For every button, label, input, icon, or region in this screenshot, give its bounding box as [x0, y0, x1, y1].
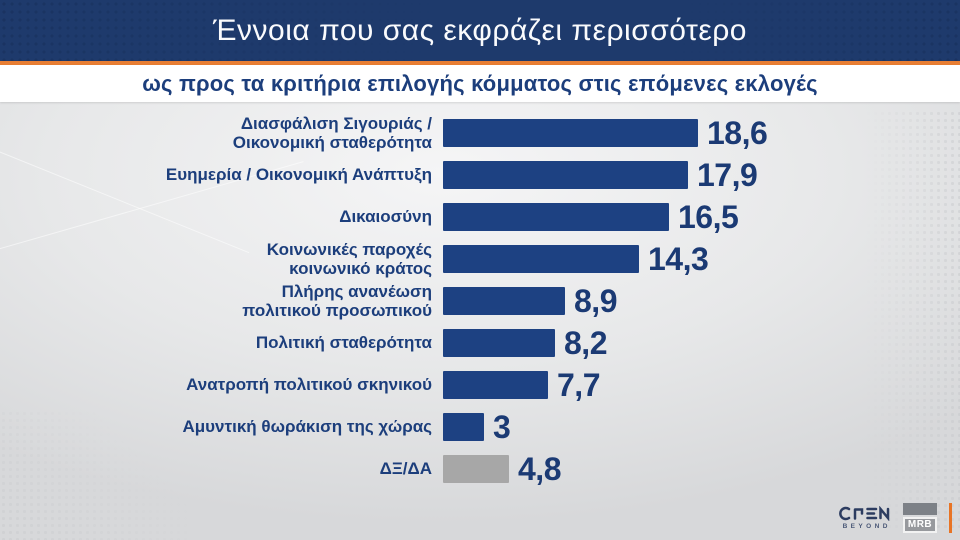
subtitle-strip — [0, 65, 960, 102]
bar — [443, 119, 698, 147]
value-label: 14,3 — [648, 241, 709, 277]
chart-row — [0, 448, 960, 490]
chart-row — [0, 406, 960, 448]
page-title: Έννοια που σας εκφράζει περισσότερο — [213, 13, 747, 47]
mrb-logo-flag — [903, 503, 937, 515]
value-label: 8,2 — [564, 325, 607, 361]
category-label: Αμυντική θωράκιση της χώρας — [182, 417, 432, 437]
chart-subtitle: ως προς τα κριτήρια επιλογής κόμματος στις επόμενες εκλογές — [142, 70, 818, 96]
bar — [443, 161, 688, 189]
chart-row — [0, 364, 960, 406]
orange-accent-bar — [949, 503, 952, 533]
bar — [443, 203, 669, 231]
value-label: 3 — [493, 409, 511, 445]
value-label: 16,5 — [678, 199, 739, 235]
category-label: Πολιτική σταθερότητα — [255, 333, 432, 353]
bar — [443, 371, 548, 399]
chart-row — [0, 322, 960, 364]
category-label: Δικαιοσύνη — [339, 207, 432, 227]
category-label: Ευημερία / Οικονομική Ανάπτυξη — [165, 165, 432, 185]
bar-chart — [0, 102, 960, 540]
open-tv-logo — [839, 506, 891, 530]
header — [0, 0, 960, 61]
open-logo-glyphs — [839, 506, 891, 521]
value-label: 8,9 — [574, 283, 617, 319]
chart-row — [0, 196, 960, 238]
category-label: Ανατροπή πολιτικού σκηνικού — [186, 375, 432, 395]
category-label: Διασφάλιση Σιγουριάς / Οικονομική σταθερότητα — [232, 113, 432, 152]
bar — [443, 413, 484, 441]
category-label: Κοινωνικές παροχές κοινωνικό κράτος — [266, 239, 432, 278]
value-label: 4,8 — [518, 451, 561, 487]
open-beyond-label: BEYOND — [842, 523, 891, 530]
chart-row — [0, 238, 960, 280]
category-label: ΔΞ/ΔΑ — [379, 459, 432, 479]
mrb-logo-label: MRB — [903, 517, 937, 533]
value-label: 7,7 — [557, 367, 600, 403]
category-label: Πλήρης ανανέωση πολιτικού προσωπικού — [242, 281, 432, 320]
chart-row — [0, 154, 960, 196]
chart-row — [0, 280, 960, 322]
bar — [443, 455, 509, 483]
chart-row — [0, 112, 960, 154]
mrb-logo — [902, 503, 938, 533]
bar — [443, 287, 565, 315]
chart-rows — [0, 112, 960, 490]
value-label: 18,6 — [707, 115, 768, 151]
value-label: 17,9 — [697, 157, 758, 193]
bar — [443, 245, 639, 273]
footer — [839, 503, 952, 533]
bar — [443, 329, 555, 357]
